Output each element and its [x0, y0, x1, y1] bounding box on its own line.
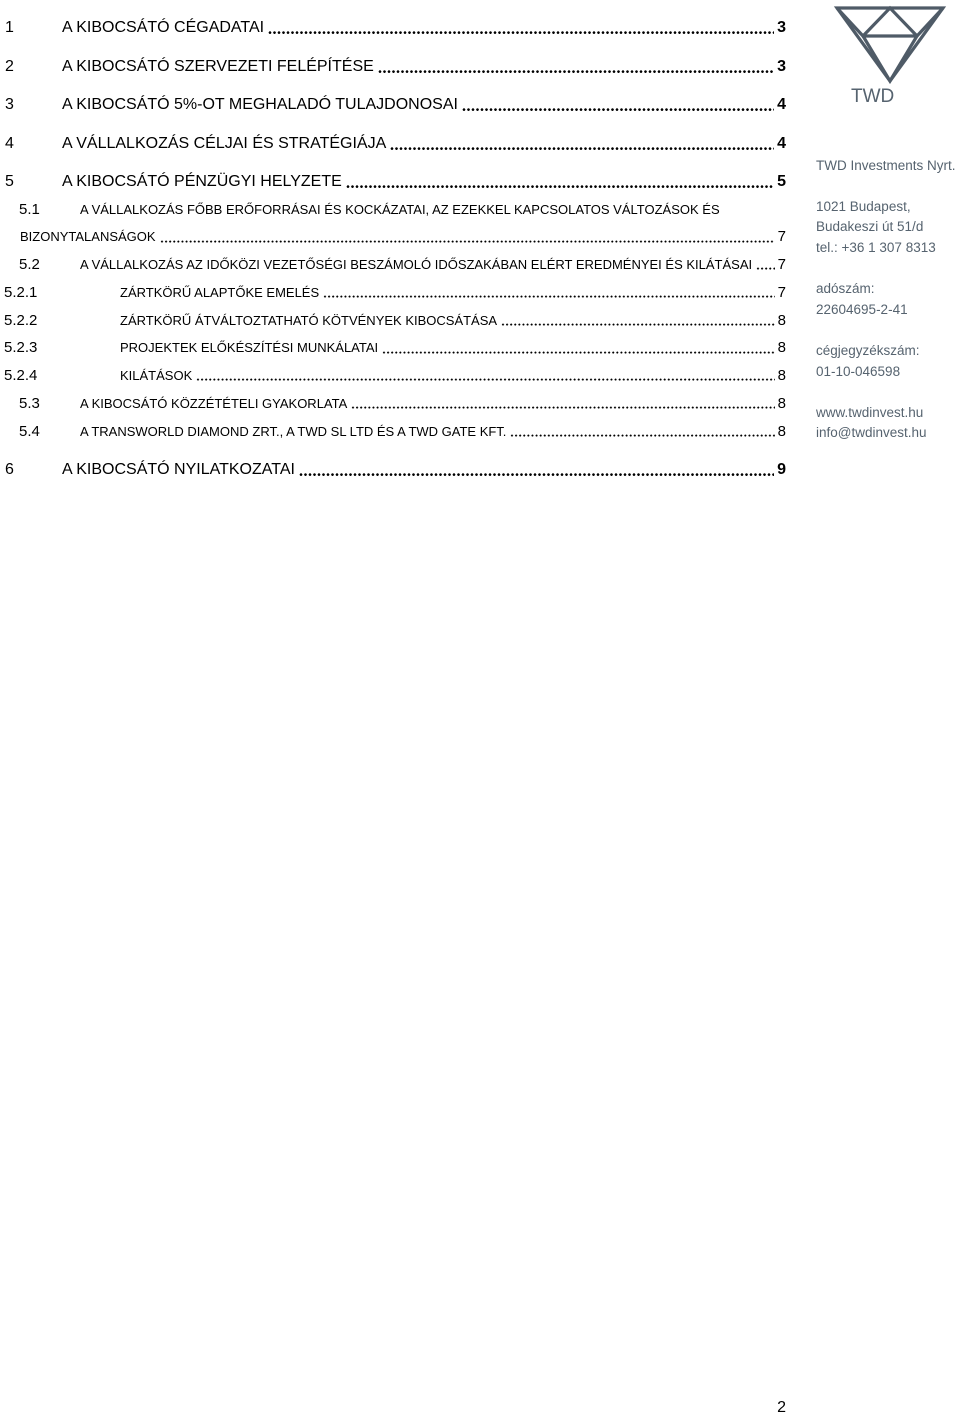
toc-entry[interactable] — [0, 48, 786, 87]
toc-dot-leader — [390, 125, 774, 164]
toc-subentry[interactable] — [0, 251, 786, 279]
toc-subentry[interactable] — [0, 334, 786, 362]
toc-subentry[interactable] — [0, 196, 786, 224]
toc-entry-number: 5 — [5, 173, 14, 190]
toc-entry-number: 5.2.4 — [4, 367, 38, 384]
toc-entry-number: 5.4 — [19, 422, 40, 440]
toc-entry-page: 3 — [777, 57, 786, 75]
toc-dot-leader — [160, 223, 775, 251]
toc-entry-page: 8 — [777, 394, 786, 412]
toc-entry-page: 4 — [777, 96, 786, 113]
toc-entry-page: 7 — [777, 283, 786, 301]
company-info — [816, 156, 956, 444]
toc-entry-number: 5.2.3 — [4, 339, 38, 357]
toc-entry-page: 5 — [777, 173, 786, 190]
toc-entry-number: 4 — [5, 134, 14, 152]
contact-group — [816, 403, 956, 444]
toc-entry-title: A KIBOCSÁTÓ SZERVEZETI FELÉPÍTÉSE — [62, 57, 374, 75]
toc-entry-page: 7 — [777, 228, 786, 246]
toc-subentry[interactable] — [0, 418, 786, 446]
toc-subentry[interactable] — [0, 307, 786, 335]
toc-entry-number: 5.1 — [19, 200, 40, 218]
toc-dot-leader — [323, 279, 775, 307]
address-line: 1021 Budapest, — [816, 198, 911, 214]
tax-number-group — [816, 279, 956, 320]
logo-wordmark: TWD — [851, 86, 895, 107]
toc-dot-leader — [382, 334, 775, 362]
toc-dot-leader — [510, 418, 774, 446]
toc-entry-title-continued: BIZONYTALANSÁGOK — [20, 229, 156, 245]
toc-dot-leader — [756, 251, 775, 279]
toc-entry-page: 3 — [777, 19, 786, 36]
toc-entry[interactable] — [0, 86, 786, 125]
phone-line: tel.: +36 1 307 8313 — [816, 240, 936, 256]
toc-subentry[interactable] — [0, 390, 786, 418]
toc-dot-leader — [378, 48, 774, 87]
toc-entry-title: KILÁTÁSOK — [120, 368, 193, 383]
toc-entry-page: 8 — [777, 422, 786, 440]
toc-entry-page: 8 — [777, 311, 786, 329]
toc-subentry[interactable] — [0, 362, 786, 390]
toc-entry-title: A KIBOCSÁTÓ CÉGADATAI — [62, 19, 265, 36]
toc-entry-title: A VÁLLALKOZÁS FŐBB ERŐFORRÁSAI ÉS KOCKÁZATAI, AZ EZEKKEL KAPCSOLATOS VÁLTOZÁSOK ÉS — [80, 201, 720, 217]
toc-entry-title: ZÁRTKÖRŰ ALAPTŐKE EMELÉS — [120, 284, 320, 300]
email: info@twdinvest.hu — [816, 425, 927, 441]
toc-entry[interactable] — [0, 9, 786, 48]
table-of-contents — [0, 9, 786, 490]
toc-dot-leader — [501, 307, 775, 335]
toc-entry-number: 5.2.1 — [4, 283, 38, 301]
toc-entry-number: 2 — [5, 57, 14, 75]
toc-dot-leader — [299, 451, 774, 490]
toc-dot-leader — [351, 390, 774, 418]
toc-dot-leader — [196, 362, 774, 390]
toc-entry[interactable] — [0, 451, 786, 490]
toc-subentry[interactable] — [0, 279, 786, 307]
toc-entry-number: 3 — [5, 96, 14, 113]
toc-entry-title: PROJEKTEK ELŐKÉSZÍTÉSI MUNKÁLATAI — [120, 340, 379, 356]
toc-entry-number: 5.3 — [19, 394, 40, 412]
toc-entry-page: 4 — [777, 134, 786, 152]
address-line: Budakeszi út 51/d — [816, 219, 924, 235]
toc-entry-title: A KIBOCSÁTÓ KÖZZÉTÉTELI GYAKORLATA — [80, 395, 348, 411]
toc-entry-number: 6 — [5, 461, 14, 479]
toc-entry-title: A KIBOCSÁTÓ 5%-OT MEGHALADÓ TULAJDONOSAI — [62, 96, 458, 113]
toc-entry-page: 7 — [777, 256, 786, 273]
toc-entry-number: 5.2.2 — [4, 311, 38, 329]
page-number: 2 — [777, 1399, 786, 1416]
toc-entry-number: 5.2 — [19, 256, 40, 273]
toc-entry-title: ZÁRTKÖRŰ ÁTVÁLTOZTATHATÓ KÖTVÉNYEK KIBOCSÁTÁSA — [120, 312, 498, 328]
diamond-logo-icon — [830, 0, 950, 84]
company-name: TWD Investments Nyrt. — [816, 157, 956, 173]
toc-dot-leader — [268, 9, 774, 48]
toc-entry-title: A KIBOCSÁTÓ PÉNZÜGYI HELYZETE — [62, 173, 342, 190]
tax-number-label: adószám: — [816, 281, 875, 297]
registry-label: cégjegyzékszám: — [816, 343, 920, 359]
company-address — [816, 197, 956, 259]
company-name-group — [816, 156, 956, 177]
website: www.twdinvest.hu — [816, 404, 924, 420]
toc-entry-title: A VÁLLALKOZÁS AZ IDŐKÖZI VEZETŐSÉGI BESZÁMOLÓ IDŐSZAKÁBAN ELÉRT EREDMÉNYEI ÉS KILÁTÁSAI — [80, 257, 753, 272]
toc-entry-page: 8 — [777, 339, 786, 357]
toc-subentry-continuation[interactable] — [0, 223, 786, 251]
registry-group — [816, 341, 956, 382]
registry-number: 01-10-046598 — [816, 363, 901, 379]
toc-entry-title: A TRANSWORLD DIAMOND ZRT., A TWD SL LTD ÉS A TWD GATE KFT. — [80, 423, 507, 439]
toc-entry[interactable] — [0, 125, 786, 164]
toc-dot-leader — [462, 86, 774, 125]
toc-entry-number: 1 — [5, 19, 14, 36]
tax-number: 22604695-2-41 — [816, 301, 908, 317]
toc-entry-page: 9 — [777, 461, 786, 479]
toc-entry-page: 8 — [777, 367, 786, 384]
toc-entry-title: A VÁLLALKOZÁS CÉLJAI ÉS STRATÉGIÁJA — [62, 134, 387, 152]
toc-entry-title: A KIBOCSÁTÓ NYILATKOZATAI — [62, 461, 295, 479]
